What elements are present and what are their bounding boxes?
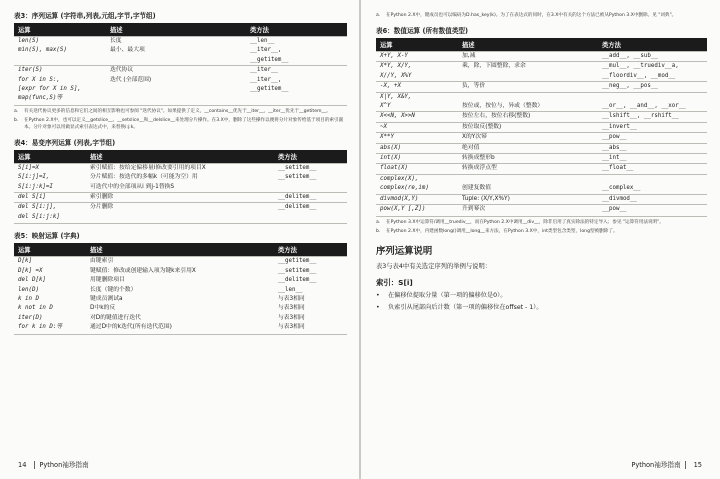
cell-meth xyxy=(274,213,347,222)
cell-desc: 负，等价 xyxy=(458,82,598,92)
cell-op: abs(X) xyxy=(376,143,458,153)
table-row xyxy=(376,133,707,143)
table6-header-desc: 描述 xyxy=(458,38,598,52)
cell-op: X*Y, X/Y, xyxy=(376,62,458,72)
cell-op: iter(D) xyxy=(18,314,43,321)
table-row xyxy=(14,257,347,267)
cell-desc: 按位左右，按位右移(整数) xyxy=(458,112,598,122)
cell-op: map(func,S)等 xyxy=(18,95,63,102)
table-row xyxy=(14,323,347,332)
footnote: a. 在Python 2.X中，键成员也可以编码为D.has_key(k)。为了在表达式的同时，在3.X中有关的这个方法已被从Python 3.X中删除。见 "词典"。 xyxy=(376,13,677,18)
table-row xyxy=(14,193,347,203)
cell-meth: __len__ xyxy=(278,286,303,293)
cell-op: for k in D:等 xyxy=(18,324,63,331)
cell-desc: Tuple: (X/Y,X%Y) xyxy=(458,194,598,204)
cell-desc: 分片删除 xyxy=(86,203,274,213)
table-row xyxy=(14,163,347,173)
section-paragraph: 表3与表4中有关选定序列的举例与说明： xyxy=(376,262,492,270)
table-row xyxy=(376,122,707,132)
table-row xyxy=(376,205,707,215)
cell-meth: __iter__ xyxy=(246,66,347,76)
cell-desc: 用键删除项目 xyxy=(90,277,125,284)
cell-op: X//Y, X%Y xyxy=(380,72,412,79)
cell-desc: 可迭代中的全部项从i 到j-1替换S xyxy=(90,183,175,190)
table-row xyxy=(376,194,707,204)
cell-meth: __invert__ xyxy=(598,122,707,132)
cell-desc: 分片赋值：按迭代的多幅k（可能为空）用 xyxy=(90,174,198,181)
table-row xyxy=(14,276,347,285)
cell-op: del D[k] xyxy=(18,277,46,284)
cell-desc: 通过D中的k迭代(所有迭代范围) xyxy=(90,324,172,331)
table-row xyxy=(376,112,707,122)
right-footer xyxy=(631,459,706,469)
table5-caption: 表5：映射运算 (字典) xyxy=(14,232,80,241)
cell-meth: __or__, __and__, __xor__ xyxy=(602,103,686,110)
bullet-icon: • xyxy=(376,303,380,311)
cell-op: X|Y, X&Y, xyxy=(376,92,458,102)
cell-meth: __complex__ xyxy=(602,185,641,192)
cell-op: pow(X,Y [,Z]) xyxy=(376,205,458,215)
cell-op: ~X xyxy=(376,122,458,132)
cell-meth: __getitem__ xyxy=(274,257,347,267)
section-heading: 序列运算说明 xyxy=(376,245,433,257)
table-row xyxy=(14,213,347,222)
table-row xyxy=(376,62,707,72)
cell-op xyxy=(14,56,106,66)
cell-desc: 加,减 xyxy=(458,52,598,62)
cell-op: del S[i:j], xyxy=(14,203,86,213)
cell-meth: __float__ xyxy=(598,164,707,174)
cell-op: S[i:j:k]=I xyxy=(18,183,53,190)
cell-meth: __int__ xyxy=(598,154,707,164)
table-row xyxy=(14,46,347,55)
subheading: 索引：S[i] xyxy=(376,277,413,287)
table-row xyxy=(14,66,347,76)
cell-meth xyxy=(246,94,347,103)
footnote: b. 在Python 2.X中，内建函数long()调用__long__来方法，在Python 3.X中，int类型包含类型，long型被删除了。 xyxy=(376,228,618,234)
cell-meth: __add__, __sub__ xyxy=(598,52,707,62)
table-row xyxy=(14,76,347,85)
cell-desc xyxy=(458,72,598,82)
cell-desc: 创建复数值 xyxy=(462,185,491,192)
table4-header-meth: 类方法 xyxy=(274,150,347,164)
table-row xyxy=(14,267,347,276)
table-row xyxy=(14,56,347,66)
table3-caption: 表3：序列运算 (字符串,列表,元组,字节,字节组) xyxy=(14,12,156,20)
cell-op: D[k] =X xyxy=(18,267,43,274)
cell-meth xyxy=(274,183,347,193)
cell-meth: 与表3相同 xyxy=(278,305,305,312)
table5 xyxy=(14,243,347,332)
cell-desc: 键成员测试a xyxy=(90,295,123,302)
table-row xyxy=(14,173,347,182)
table-row xyxy=(14,295,347,304)
cell-op: complex(X), xyxy=(376,174,458,184)
cell-desc xyxy=(106,85,246,94)
cell-desc: D中k的反 xyxy=(90,305,116,312)
cell-op: -X, +X xyxy=(376,82,458,92)
cell-meth: __setitem__ xyxy=(278,174,317,181)
table6 xyxy=(376,38,707,215)
cell-meth: __abs__ xyxy=(598,143,707,153)
cell-meth: __delitem__ xyxy=(274,203,347,213)
table3-header-meth: 类方法 xyxy=(246,23,347,37)
cell-meth: __pow__ xyxy=(598,133,707,143)
table-row xyxy=(376,82,707,92)
cell-op: X**Y xyxy=(376,133,458,143)
table-row xyxy=(376,174,707,184)
cell-meth xyxy=(598,92,707,102)
cell-desc: 由键索引 xyxy=(86,257,274,267)
cell-op: len(D) xyxy=(18,286,39,293)
cell-desc xyxy=(86,213,274,222)
cell-desc: 乘，除，下圆整除，求余 xyxy=(458,62,598,72)
cell-meth: __pow__ xyxy=(598,205,707,215)
cell-desc xyxy=(106,94,246,103)
page-number: 15 xyxy=(693,461,702,469)
cell-desc: 长度 xyxy=(106,37,246,47)
table5-header-meth: 类方法 xyxy=(274,243,347,257)
cell-desc: 最小、最大项 xyxy=(110,47,145,54)
cell-meth: __floordiv__, __mod__ xyxy=(602,72,676,79)
cell-desc: 升到幂次 xyxy=(458,205,598,215)
list-item: • 负索引从尾部向后计数（第一项的偏移位在offset - 1）。 xyxy=(376,303,543,311)
table-row xyxy=(376,52,707,62)
left-footer xyxy=(14,459,89,469)
cell-meth: __delitem__ xyxy=(278,277,317,284)
cell-desc xyxy=(458,92,598,102)
footnote: b. 在Python 2.X中，也可以定义__getslice__、__setslice__和__delslice__来处理分片操作。在3.X中，删除了这些操作以便将分片对象传给基于项目的索引副本。分片对象可以用做显式索引表达式中，来替换i:j:k。 xyxy=(14,117,344,130)
table-row xyxy=(14,85,347,94)
table-row xyxy=(14,203,347,213)
cell-meth: __divmod__ xyxy=(598,194,707,204)
cell-desc: 索引删除 xyxy=(86,193,274,203)
table4-caption: 表4：易变序列运算 (列表,字节组) xyxy=(14,138,116,147)
cell-meth: __getitem__ xyxy=(250,86,289,93)
cell-op: X+Y, X-Y xyxy=(376,52,458,62)
cell-op: divmod(X,Y) xyxy=(376,194,458,204)
cell-meth: __len__ xyxy=(246,37,347,47)
cell-op: complex(re,im) xyxy=(380,185,429,192)
table3-header-op: 运算 xyxy=(14,23,106,37)
table6-caption: 表6：数值运算 (所有数值类型) xyxy=(376,27,469,35)
table-row xyxy=(14,37,347,47)
table-row xyxy=(14,286,347,295)
table3 xyxy=(14,23,347,104)
cell-desc xyxy=(458,174,598,184)
cell-op: del S[i:j:k] xyxy=(18,213,60,220)
table-row xyxy=(14,304,347,313)
cell-desc: 按位或，按位与，异或（整数） xyxy=(462,103,544,110)
cell-meth: __lshift__, __rshift__ xyxy=(598,112,707,122)
table-row xyxy=(14,94,347,103)
cell-desc: 索引赋值：按给定偏移量i修改要引用的项目X xyxy=(86,163,274,173)
cell-op: D[k] xyxy=(14,257,86,267)
table5-header-op: 运算 xyxy=(14,243,86,257)
cell-meth: __setitem__ xyxy=(278,267,317,274)
cell-meth: 与表3相同 xyxy=(278,314,305,321)
table-row xyxy=(376,92,707,102)
cell-op: int(X) xyxy=(376,154,458,164)
bullet-icon: • xyxy=(376,291,380,299)
book-title: Python袖珍指南 xyxy=(39,461,89,469)
cell-desc: 转换成浮点型 xyxy=(458,164,598,174)
cell-desc xyxy=(106,56,246,66)
table6-notes xyxy=(376,219,707,235)
cell-meth: __getitem__ xyxy=(250,56,289,63)
cell-op: k in D xyxy=(18,295,39,302)
cell-op: iter(S) xyxy=(14,66,106,76)
cell-desc: 迭代协议 xyxy=(106,66,246,76)
table-row xyxy=(376,184,707,194)
cell-meth: 与表3相同 xyxy=(278,324,305,331)
cell-op: [expr for X in S], xyxy=(18,86,81,93)
cell-meth: __delitem__ xyxy=(274,193,347,203)
table3-notes xyxy=(14,108,347,131)
cell-desc: 键赋值：修改或创建输入项为键k来引用X xyxy=(90,267,196,274)
cell-desc: X的Y次幂 xyxy=(458,133,598,143)
cell-op: float(X) xyxy=(376,164,458,174)
cell-desc: 按位取反(整数) xyxy=(458,122,598,132)
cell-op: min(S), max(S) xyxy=(18,47,67,54)
book-title: Python袖珍指南 xyxy=(631,461,681,469)
table4-header-desc: 描述 xyxy=(86,150,274,164)
cell-meth: __setitem__ xyxy=(274,163,347,173)
table-row xyxy=(376,72,707,82)
table3-header-desc: 描述 xyxy=(106,23,246,37)
table-row xyxy=(376,143,707,153)
table-row xyxy=(376,154,707,164)
table4-header-op: 运算 xyxy=(14,150,86,164)
list-item: • 在偏移位提取分量（第一项的偏移位是0）。 xyxy=(376,291,507,299)
cell-meth xyxy=(598,174,707,184)
bullet-list xyxy=(376,291,707,312)
cell-desc: 迭代 (全部范围) xyxy=(110,76,152,83)
cell-op: S[i]=X xyxy=(14,163,86,173)
cell-op: S[i:j]=I, xyxy=(18,174,50,181)
cell-meth: 与表3相同 xyxy=(278,295,305,302)
table6-header-meth: 类方法 xyxy=(598,38,707,52)
cell-desc: 对D的键值进行迭代 xyxy=(90,314,141,321)
cell-op: for X in S:, xyxy=(18,76,60,83)
table4 xyxy=(14,150,347,222)
table6-header-op: 运算 xyxy=(376,38,458,52)
cell-op: del S[i] xyxy=(14,193,86,203)
table-row xyxy=(14,314,347,323)
cell-op: len(S) xyxy=(14,37,106,47)
table-row xyxy=(14,183,347,193)
page-number: 14 xyxy=(18,461,27,469)
footnote: a. 有关迭代协议更多的信息和它们之间的相互影响也可参阅 "迭代协议"。如果提供了定义，__contains__优先于__iter__，__iter__优先于__getitem__。 xyxy=(14,108,331,114)
cell-op: X<<N, X>>N xyxy=(376,112,458,122)
cell-meth: __iter__, xyxy=(250,76,282,83)
cell-desc: 转换成整形b xyxy=(458,154,598,164)
cell-meth: __mul__, __truediv__a, xyxy=(598,62,707,72)
table-row xyxy=(376,102,707,112)
table5-header-desc: 描述 xyxy=(86,243,274,257)
cell-meth: __neg__, __pos__ xyxy=(598,82,707,92)
right-page xyxy=(361,0,720,479)
cell-desc: 绝对值 xyxy=(458,143,598,153)
table-row xyxy=(376,164,707,174)
cell-op: k not in D xyxy=(18,305,53,312)
cell-op: X^Y xyxy=(380,103,391,110)
left-page xyxy=(0,0,359,479)
footnote: a. 在Python 3.X中运算符/调用__truediv__，而在Python 2.X中调用__div__，除非启用了真实除法的特定导入；参见 "运算符用法说明"。 xyxy=(376,219,664,225)
cell-meth: __iter__, xyxy=(250,47,282,54)
cell-desc: 长度（键的个数） xyxy=(90,286,137,293)
